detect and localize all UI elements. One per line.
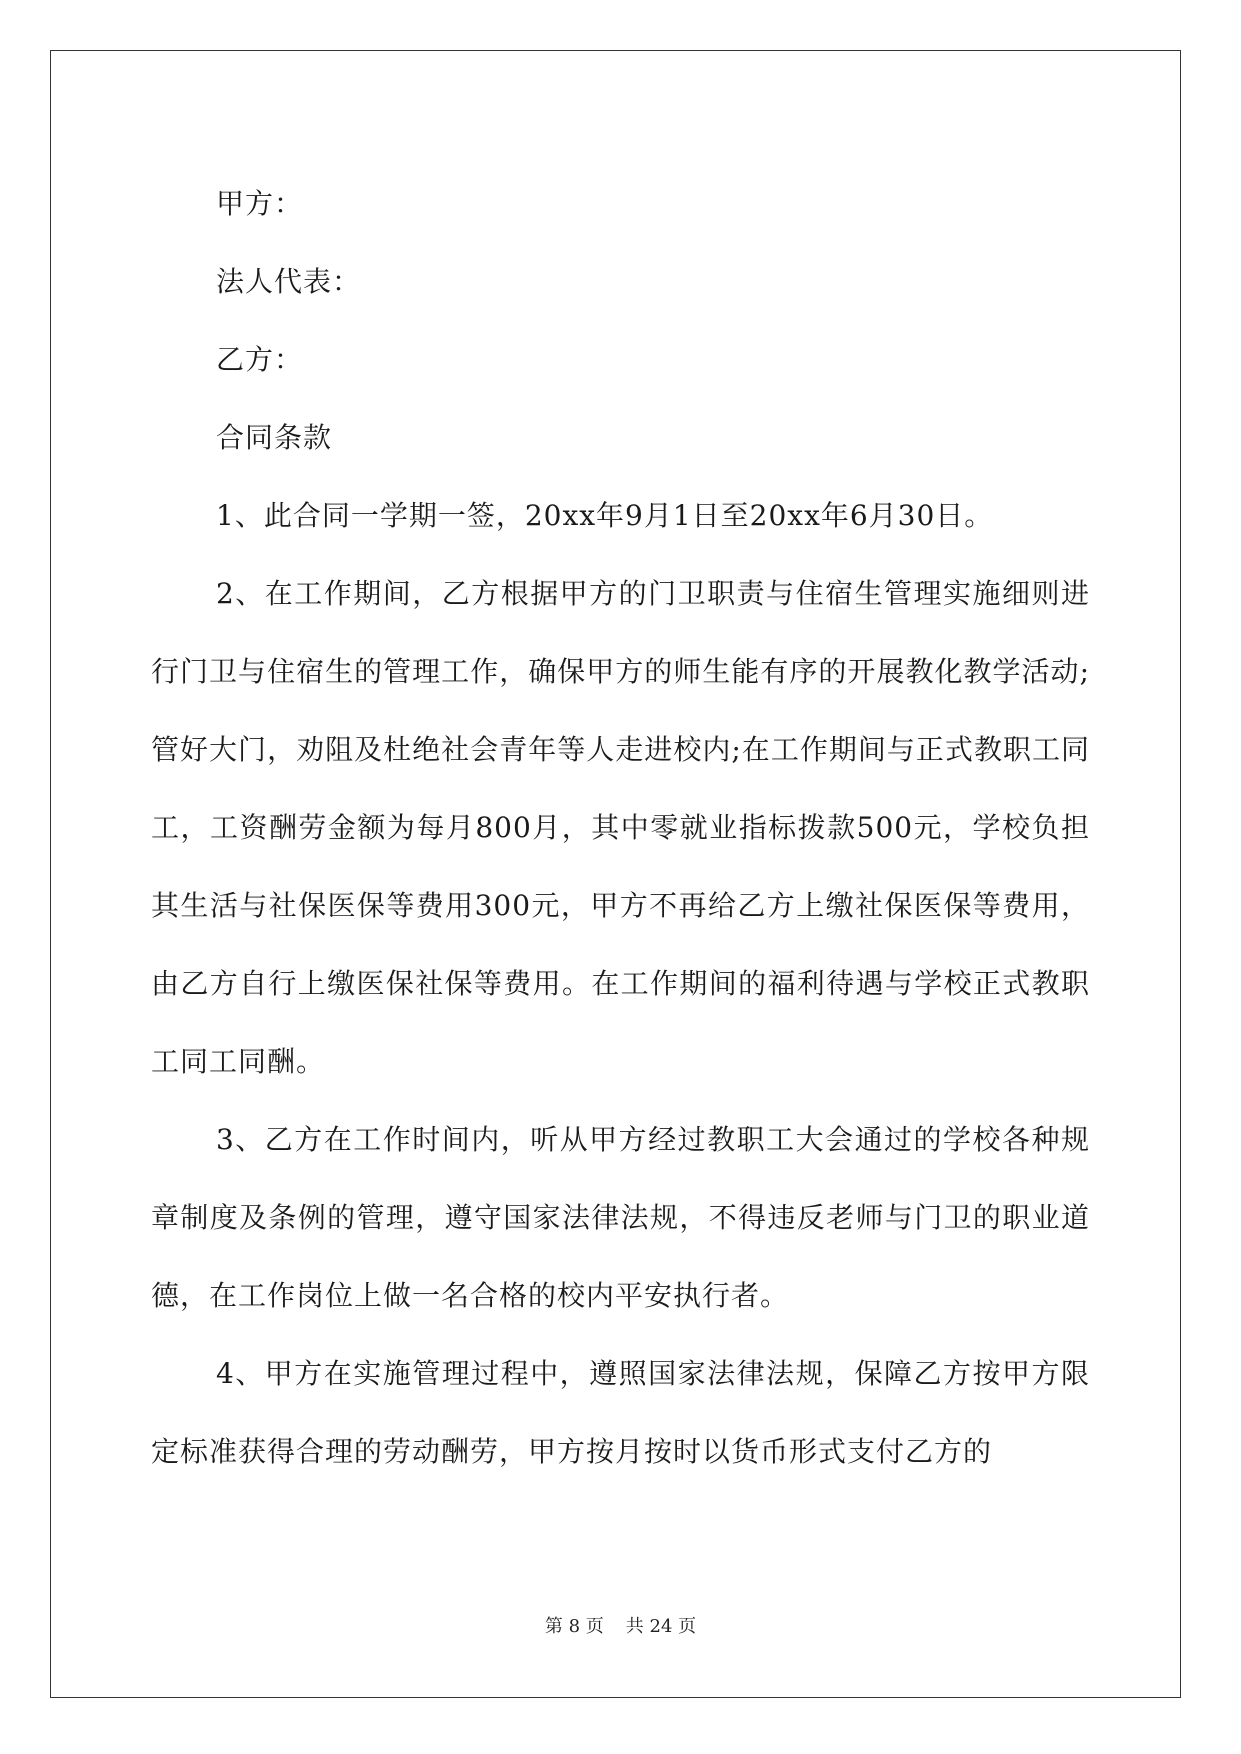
page-number: 第 8 页 [544,1616,604,1637]
legal-representative-line: 法人代表： [216,265,362,298]
page-footer [0,1612,1241,1638]
party-a-line: 甲方： [216,187,304,220]
page-total: 共 24 页 [625,1616,697,1637]
party-b-line: 乙方： [216,343,304,376]
document-body [151,165,1090,1491]
contract-terms-heading: 合同条款 [216,421,333,454]
clause-3: 3、乙方在工作时间内，听从甲方经过教职工大会通过的学校各种规章制度及条例的管理，遵守国家法律法规，不得违反老师与门卫的职业道德，在工作岗位上做一名合格的校内平安执行者。 [151,1123,1090,1312]
clause-1: 1、此合同一学期一签，20xx年9月1日至20xx年6月30日。 [216,499,994,532]
clause-2: 2、在工作期间，乙方根据甲方的门卫职责与住宿生管理实施细则进行门卫与住宿生的管理工作，确保甲方的师生能有序的开展教化教学活动;管好大门，劝阻及杜绝社会青年等人走进校内;在工作期间与正式教职工同工，工资酬劳金额为每月800月，其中零就业指标拨款500元，学校负担其生活与社保医保等费用300元，甲方不再给乙方上缴社保医保等费用，由乙方自行上缴医保社保等费用。在工作期间的福利待遇与学校正式教职工同工同酬。 [151,577,1090,1078]
clause-4: 4、甲方在实施管理过程中，遵照国家法律法规，保障乙方按甲方限定标准获得合理的劳动酬劳，甲方按月按时以货币形式支付乙方的 [151,1357,1090,1468]
